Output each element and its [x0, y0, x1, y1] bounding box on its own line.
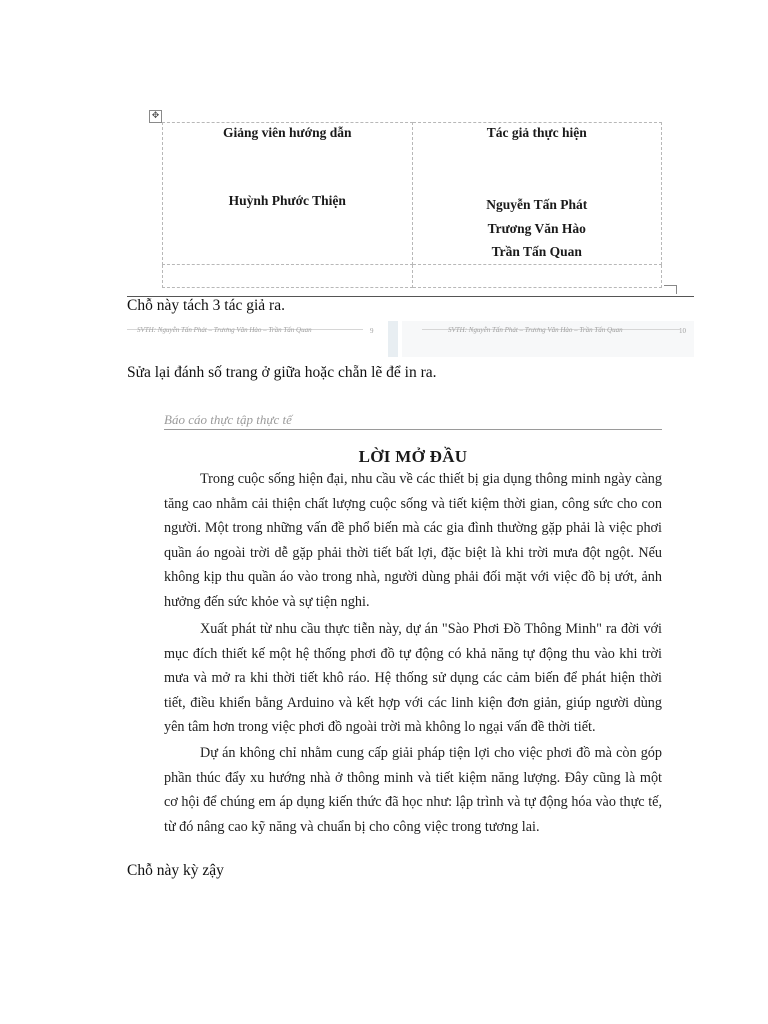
footer-left-text: SVTH: Nguyễn Tấn Phát – Trương Văn Hào – Trần Tấn Quan: [137, 326, 312, 334]
report-paragraph: Trong cuộc sống hiện đại, nhu cầu về các thiết bị gia dụng thông minh ngày càng tăng cao nhằm cải thiện chất lượng cuộc sống và tiết kiệm thời gian, công sức cho con người. Một trong những vấn đề phổ biến mà các gia đình thường gặp phải là việc phơi quần áo ngoài trời dễ gặp phải thời tiết bất lợi, đặc biệt là khi trời mưa đột ngột. Nếu không kịp thu quần áo vào trong nhà, người dùng phải đối mặt với việc đồ bị ướt, ảnh hưởng đến sức khỏe và sự tiện nghi.: [164, 471, 662, 610]
empty-cell: [412, 264, 662, 287]
table-move-handle-icon[interactable]: ✥: [149, 110, 162, 123]
authors-heading: Tác giả thực hiện: [486, 125, 587, 140]
advisor-name: Huỳnh Phước Thiện: [228, 193, 346, 208]
advisor-cell: [163, 123, 413, 265]
table-resize-handle-icon[interactable]: [664, 285, 677, 294]
footer-page-gap: [388, 321, 398, 357]
note-page-numbering: Sửa lại đánh số trang ở giữa hoặc chẵn lẽ để in ra.: [127, 364, 437, 381]
note-weird: Chỗ này kỳ zậy: [127, 862, 224, 879]
footer-left: [127, 321, 385, 357]
footer-right-text: SVTH: Nguyễn Tấn Phát – Trương Văn Hào – Trần Tấn Quan: [448, 326, 623, 334]
authors-list: [413, 193, 662, 264]
author-name: Nguyễn Tấn Phát: [486, 197, 588, 212]
report-paragraph: Xuất phát từ nhu cầu thực tiễn này, dự án "Sào Phơi Đồ Thông Minh" ra đời với mục đích thiết kế một hệ thống phơi đồ tự động có khả năng tự động thu vào khi trời mưa và mở ra khi thời tiết khô ráo. Hệ thống sử dụng các cảm biến để phát hiện thời tiết, điều khiển bằng Arduino và kết hợp với các linh kiện đơn giản, giúp người dùng yên tâm hơn trong việc phơi đồ ngoài trời mà không lo ngại vấn đề thời tiết.: [164, 621, 662, 735]
footer-right: [402, 321, 694, 357]
note-split-authors: Chỗ này tách 3 tác giả ra.: [127, 297, 285, 314]
signature-table: [162, 122, 662, 288]
report-header-rule: [164, 429, 662, 430]
footer-strip: [127, 321, 694, 357]
advisor-heading: Giảng viên hướng dẫn: [223, 125, 352, 140]
authors-cell: [412, 123, 662, 265]
report-paragraph: Dự án không chỉ nhằm cung cấp giải pháp tiện lợi cho việc phơi đồ mà còn góp phần thúc đẩy xu hướng nhà ở thông minh và tiết kiệm năng lượng. Đây cũng là một cơ hội để chúng em áp dụng kiến thức đã học như: lập trình và tự động hóa vào thực tế, từ đó nâng cao kỹ năng và chuẩn bị cho công việc trong tương lai.: [164, 745, 662, 835]
footer-right-page-number: 10: [679, 327, 686, 335]
author-name: Trương Văn Hào: [487, 220, 586, 236]
footer-left-page-number: 9: [370, 327, 374, 335]
report-title: LỜI MỞ ĐẦU: [358, 447, 468, 466]
author-name: Trần Tấn Quan: [491, 244, 582, 259]
empty-cell: [163, 264, 413, 287]
report-running-header: Báo cáo thực tập thực tế: [164, 412, 292, 427]
